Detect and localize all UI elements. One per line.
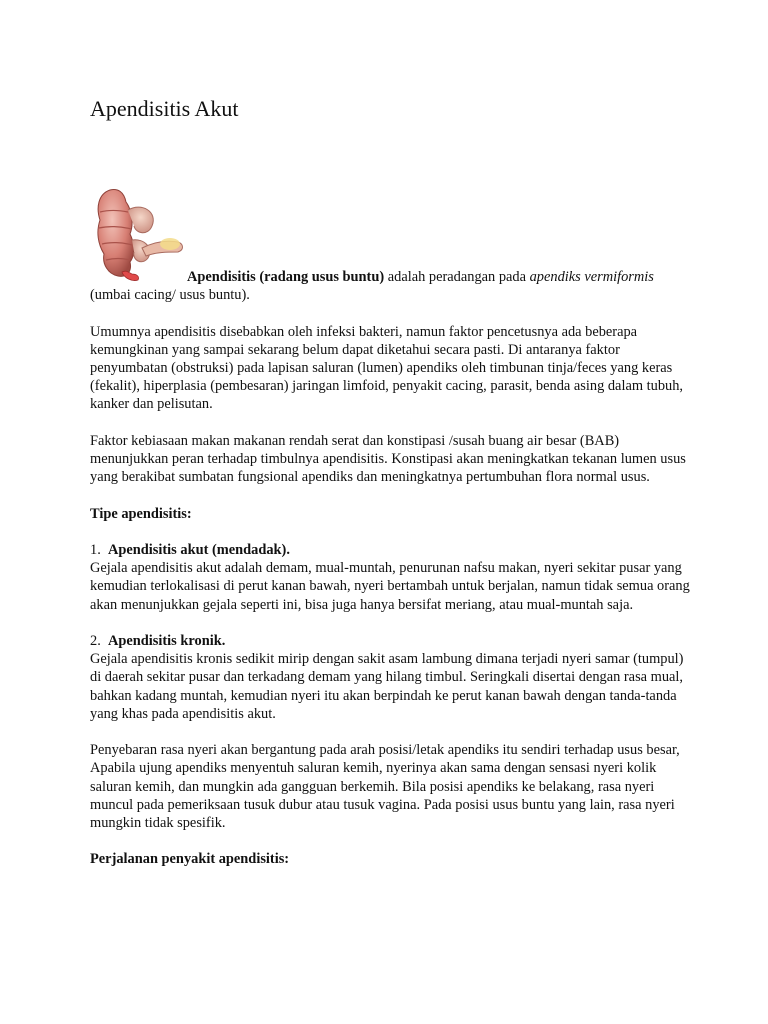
progression-heading: Perjalanan penyakit apendisitis: <box>90 851 290 868</box>
intro-text: adalah peradangan pada <box>384 269 530 285</box>
intro-text-after: (umbai cacing/ usus buntu). <box>90 287 250 304</box>
chronic-number: 2. <box>90 632 101 649</box>
article-body <box>90 268 690 887</box>
acute-heading: Apendisitis akut (mendadak). <box>108 541 290 558</box>
causes-paragraph: Umumnya apendisitis disebabkan oleh infeksi bakteri, namun faktor pencetusnya ada beberapa kemungkinan yang sampai sekarang belum dapat diketahui secara pasti. Di antaranya faktor penyumbatan (obstruksi) pada lapisan saluran (lumen) apendiks oleh timbunan tinja/feces yang keras (fekalit), hiperplasia (pembesaran) jaringan limfoid, penyakit cacing, parasit, benda asing dalam tubuh, kanker dan pelisutan. <box>90 323 684 413</box>
chronic-type-section <box>90 632 690 723</box>
habits-paragraph: Faktor kebiasaan makan makanan rendah serat dan konstipasi /susah buang air besar (BAB) menunjukkan peran terhadap timbulnya apendisitis. Konstipasi akan meningkatkan tekanan lumen usus yang berakibat sumbatan fungsional apendiks dan meningkatnya pertumbuhan flora normal usus. <box>90 432 686 486</box>
intro-italic-term: apendiks vermiformis <box>529 269 654 285</box>
chronic-text: Gejala apendisitis kronis sedikit mirip dengan sakit asam lambung dimana terjadi nyeri samar (tumpul) di daerah sekitar pusar dan terkadang demam yang hilang timbul. Seringkali disertai dengan rasa mual, bahkan kadang muntah, kemudian nyeri itu akan berpindah ke perut kanan bawah dengan tanda-tanda yang khas pada apendisitis akut. <box>90 651 684 722</box>
types-heading: Tipe apendisitis: <box>90 505 192 522</box>
intro-paragraph <box>90 268 690 304</box>
intro-bold-term: Apendisitis (radang usus buntu) <box>187 269 385 285</box>
acute-text: Gejala apendisitis akut adalah demam, mual-muntah, penurunan nafsu makan, nyeri sekitar pusar yang kemudian terlokalisasi di perut kanan bawah, nyeri bertambah untuk berjalan, namun tidak semua orang akan menunjukkan gejala seperti ini, bisa juga hanya bersifat meriang, atau mual-muntah saja. <box>90 560 690 613</box>
pain-spread-paragraph: Penyebaran rasa nyeri akan bergantung pada arah posisi/letak apendiks itu sendiri terhadap usus besar, Apabila ujung apendiks menyentuh saluran kemih, nyerinya akan sama dengan sensasi nyeri kolik saluran kemih, dan mungkin ada gangguan berkemih. Bila posisi apendiks ke belakang, rasa nyeri muncul pada pemeriksaan tusuk dubur atau tusuk vagina. Pada posisi usus buntu yang lain, rasa nyeri mungkin tidak spesifik. <box>90 742 680 831</box>
acute-type-section <box>90 541 690 614</box>
page-title: Apendisitis Akut <box>90 96 239 121</box>
acute-number: 1. <box>90 541 101 558</box>
chronic-heading: Apendisitis kronik. <box>108 632 226 649</box>
